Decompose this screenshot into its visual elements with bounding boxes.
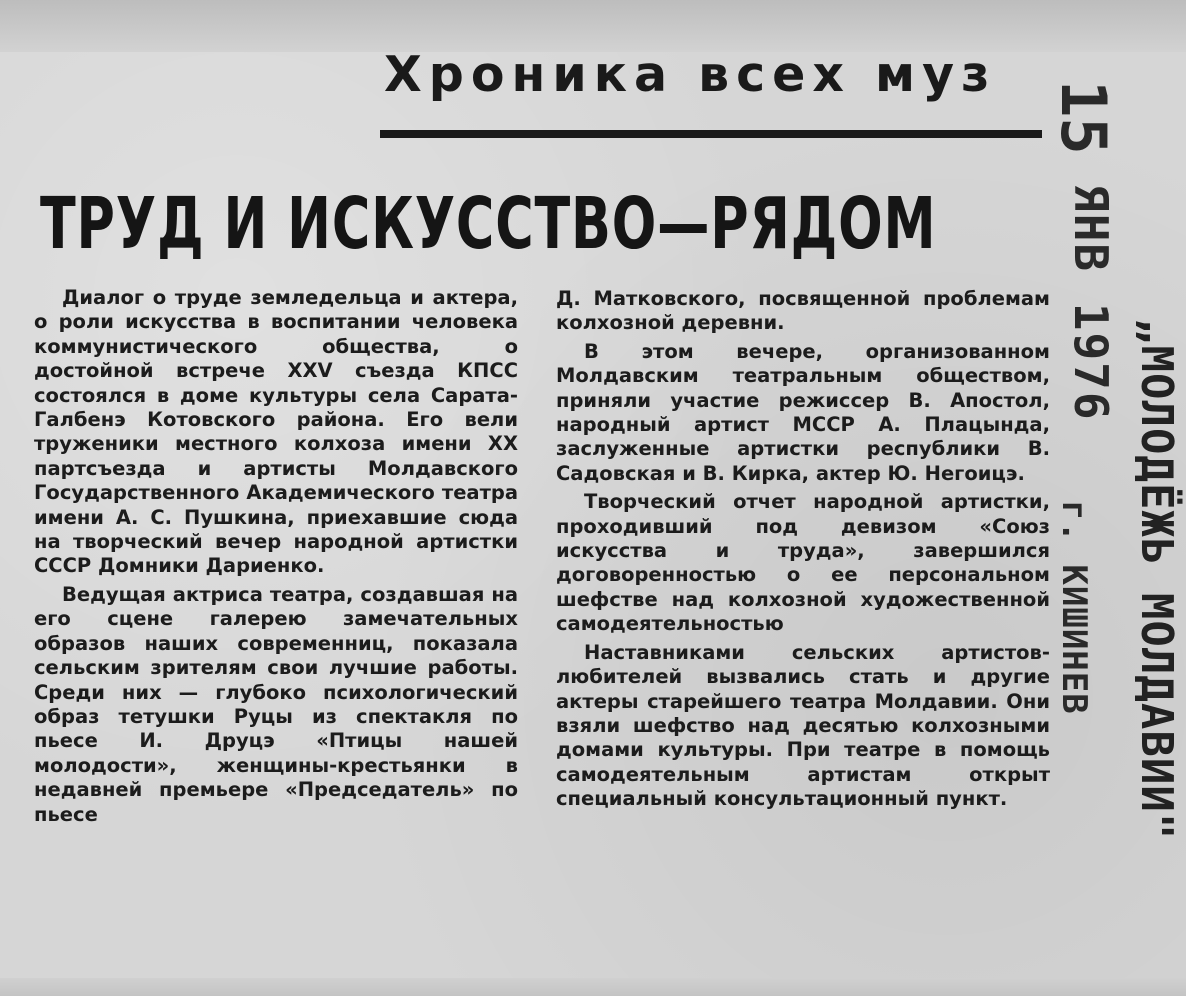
rubric-title: Хроника всех муз [384, 46, 997, 103]
article-column-left [34, 286, 518, 827]
article-paragraph: Ведущая актриса театра, создавшая на его сцене галерею замечательных образов наших современниц, показала сельским зрителям свои лучшие работы. Среди них — глубоко психологический образ тетушки Руцы из спектакля по пьесе И. Друцэ «Птицы нашей молодости», женщины-крестьянки в недавней премьере «Председатель» по пьесе [34, 582, 518, 826]
article-paragraph: Диалог о труде земледельца и актера, о роли искусства в воспитании человека коммунистического общества, о достойной встрече XXV съезда КПСС состоялся в доме культуры села Сарата-Галбенэ Котовского района. Его вели труженики местного колхоза имени XX партсъезда и артисты Молдавского Государственного Академического театра имени А. С. Пушкина, приехавшие сюда на творческий вечер народной артистки СССР Домники Дариенко. [34, 286, 518, 578]
paper-bottom-edge [0, 978, 1186, 996]
stamp-newspaper-name: „МОЛОДЁЖЬ МОЛДАВИИ" [1131, 318, 1182, 841]
article-column-right [556, 287, 1050, 812]
article-paragraph: Наставниками сельских артистов-любителей вызвались стать и другие актеры старейшего театра Молдавии. Они взяли шефство над десятью колхозными домами культуры. При театре в помощь самодеятельным артистам открыт специальный консультационный пункт. [556, 640, 1050, 811]
stamp-month-year: ЯНВ 1976 [1064, 184, 1118, 422]
article-paragraph: Творческий отчет народной артистки, проходивший под девизом «Союз искусства и труда», завершился договоренностью о ее персональном шефстве над колхозной художественной самодеятельностью [556, 490, 1050, 636]
paper-top-edge [0, 0, 1186, 52]
stamp-city: г. КИШИНЕВ [1054, 500, 1094, 715]
stamp-day: 15 [1047, 80, 1120, 155]
article-paragraph: Д. Матковского, посвященной проблемам колхозной деревни. [556, 287, 1050, 335]
article-paragraph: В этом вечере, организованном Молдавским театральным обществом, приняли участие режиссер В. Апостол, народный артист МССР А. Плацында, заслуженные артистки республики В. Садовская и В. Кирка, актер Ю. Негоицэ. [556, 339, 1050, 485]
article-headline: ТРУД И ИСКУССТВО—РЯДОМ [40, 182, 937, 265]
rubric-underline [380, 130, 1042, 138]
